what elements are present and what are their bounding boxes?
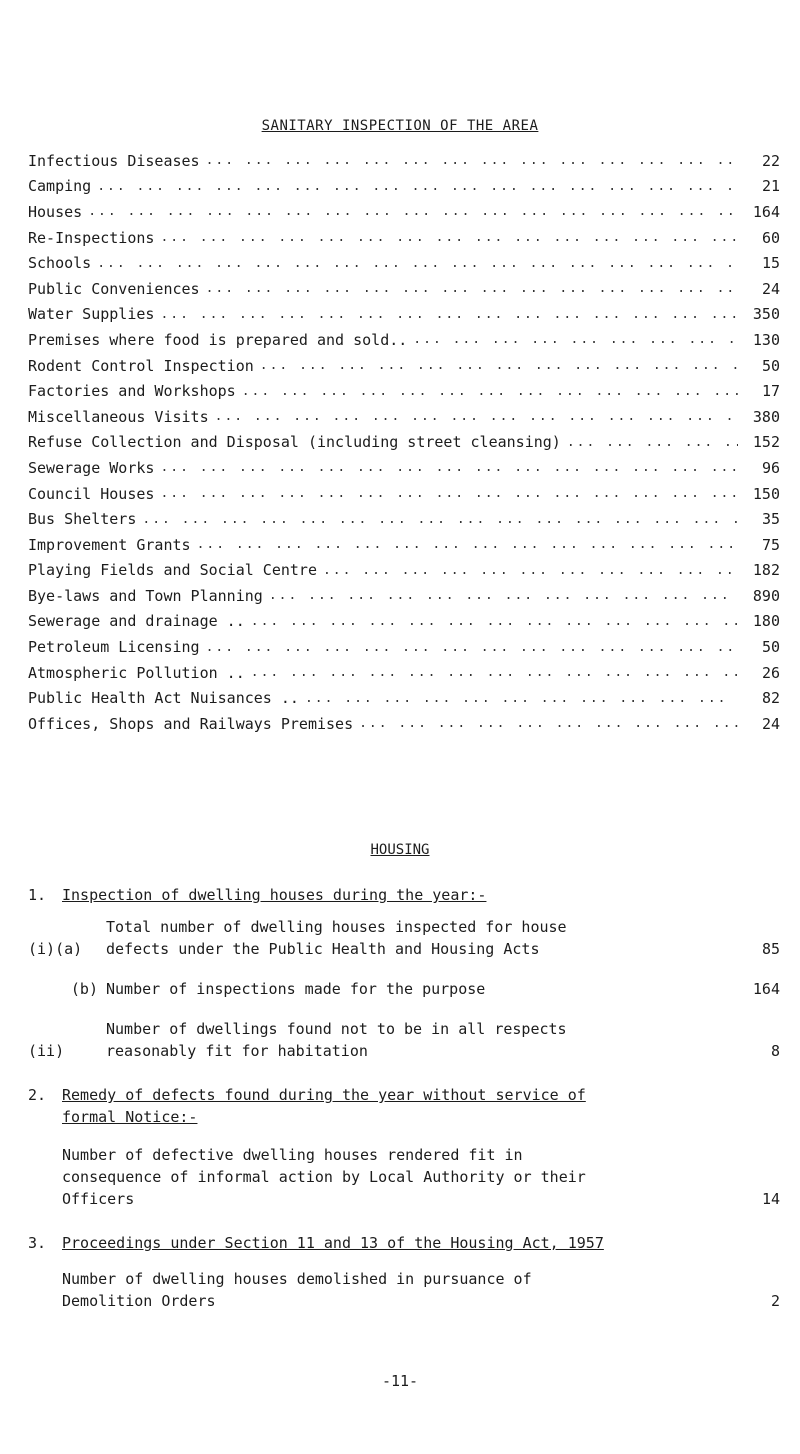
dot-leader [206, 281, 738, 296]
list-item [28, 174, 780, 200]
housing-section [28, 870, 780, 1312]
section-number: 3. [28, 1234, 47, 1252]
item-label: Petroleum Licensing [28, 638, 200, 657]
item-label: (ii) [28, 1042, 65, 1060]
dot-leader [206, 640, 738, 655]
item-value: 26 [761, 663, 780, 682]
item-label: Infectious Diseases [28, 151, 200, 170]
list-item [28, 404, 780, 430]
item-value: 890 [752, 586, 780, 605]
housing-item [28, 916, 780, 960]
dot-leader [206, 153, 738, 168]
item-label: (i)(a) [28, 940, 83, 958]
item-value: 75 [761, 535, 780, 554]
item-label: Bus Shelters [28, 510, 137, 529]
page-title: SANITARY INSPECTION OF THE AREA [261, 118, 539, 134]
list-item [28, 583, 780, 609]
dot-leader [567, 435, 738, 450]
housing-heading: HOUSING [370, 842, 430, 858]
dot-leader [97, 256, 738, 271]
list-item [28, 481, 780, 507]
item-value: 380 [752, 407, 780, 426]
dot-leader [160, 307, 738, 322]
item-value: 350 [752, 305, 780, 324]
item-label: Re-Inspections [28, 228, 155, 247]
item-label: (b) [70, 980, 98, 998]
housing-item [28, 1268, 780, 1312]
page-number: -11- [381, 1372, 419, 1390]
item-label: Offices, Shops and Railways Premises [28, 714, 354, 733]
item-value: 8 [770, 1042, 780, 1060]
item-value: 164 [752, 202, 780, 221]
item-value: 96 [761, 458, 780, 477]
section-number: 2. [28, 1086, 47, 1104]
list-item [28, 148, 780, 174]
item-value: 60 [761, 228, 780, 247]
list-item [28, 506, 780, 532]
dot-leader [305, 691, 738, 706]
dot-leader [260, 358, 738, 373]
dot-leader [215, 409, 738, 424]
item-label: Sewerage and drainage .. [28, 612, 245, 631]
list-item [28, 276, 780, 302]
dot-leader [242, 384, 738, 399]
item-label: Houses [28, 202, 83, 221]
item-label: Rodent Control Inspection [28, 356, 254, 375]
item-label: Sewerage Works [28, 458, 155, 477]
list-item [28, 532, 780, 558]
item-text: Number of inspections made for the purpose [106, 980, 486, 998]
item-label: Factories and Workshops [28, 382, 236, 401]
section-title: Inspection of dwelling houses during the year:- [62, 886, 487, 904]
dot-leader [323, 563, 738, 578]
item-value: 150 [752, 484, 780, 503]
list-item [28, 250, 780, 276]
item-text: Number of dwellings found not to be in all respects reasonably fit for habitation [106, 1020, 567, 1060]
item-label: Public Health Act Nuisances .. [28, 689, 299, 708]
item-label: Refuse Collection and Disposal (including street cleansing) [28, 433, 561, 452]
item-label: Miscellaneous Visits [28, 407, 209, 426]
list-item [28, 225, 780, 251]
item-text: Number of defective dwelling houses rendered fit in consequence of informal action by Local Authority or their Officers [62, 1146, 586, 1208]
item-label: Water Supplies [28, 305, 155, 324]
dot-leader [413, 332, 738, 347]
item-value: 22 [761, 151, 780, 170]
section-title: Remedy of defects found during the year without service of formal Notice:- [62, 1086, 586, 1126]
item-value: 130 [752, 330, 780, 349]
item-label: Improvement Grants [28, 535, 191, 554]
item-value: 182 [752, 561, 780, 580]
item-value: 35 [761, 510, 780, 529]
list-item [28, 199, 780, 225]
section-heading [28, 884, 780, 906]
item-value: 14 [761, 1190, 780, 1208]
item-value: 24 [761, 279, 780, 298]
dot-leader [160, 486, 738, 501]
dot-leader [97, 179, 738, 194]
section-heading [28, 1084, 780, 1128]
item-label: Public Conveniences [28, 279, 200, 298]
list-item [28, 353, 780, 379]
dot-leader [359, 716, 738, 731]
dot-leader [142, 512, 738, 527]
item-text: Number of dwelling houses demolished in pursuance of Demolition Orders [62, 1270, 532, 1310]
dot-leader [251, 614, 738, 629]
item-value: 15 [761, 254, 780, 273]
item-label: Camping [28, 177, 92, 196]
dot-leader [251, 665, 738, 680]
list-item [28, 660, 780, 686]
item-value: 24 [761, 714, 780, 733]
item-text: Total number of dwelling houses inspected for house defects under the Public Health and Housing Acts [106, 918, 567, 958]
section-heading [28, 1232, 780, 1254]
item-value: 50 [761, 638, 780, 657]
dot-leader [269, 588, 738, 603]
list-item [28, 558, 780, 584]
item-label: Bye-laws and Town Planning [28, 586, 263, 605]
item-value: 21 [761, 177, 780, 196]
list-item [28, 302, 780, 328]
list-item [28, 455, 780, 481]
housing-item [28, 1144, 780, 1210]
housing-item [28, 978, 780, 1000]
item-label: Atmospheric Pollution .. [28, 663, 245, 682]
list-item [28, 711, 780, 737]
dot-leader [160, 460, 738, 475]
item-label: Premises where food is prepared and sold.. [28, 330, 408, 349]
item-label: Council Houses [28, 484, 155, 503]
section-title: Proceedings under Section 11 and 13 of the Housing Act, 1957 [62, 1234, 604, 1252]
item-value: 164 [752, 980, 780, 998]
item-value: 17 [761, 382, 780, 401]
list-item [28, 685, 780, 711]
item-value: 85 [761, 940, 780, 958]
dot-leader [160, 230, 738, 245]
housing-item [28, 1018, 780, 1062]
item-label: Schools [28, 254, 92, 273]
inspection-list [28, 148, 780, 737]
item-label: Playing Fields and Social Centre [28, 561, 317, 580]
item-value: 50 [761, 356, 780, 375]
item-value: 152 [752, 433, 780, 452]
list-item [28, 327, 780, 353]
item-value: 2 [770, 1292, 780, 1310]
list-item [28, 634, 780, 660]
item-value: 180 [752, 612, 780, 631]
list-item [28, 378, 780, 404]
item-value: 82 [761, 689, 780, 708]
section-number: 1. [28, 886, 47, 904]
list-item [28, 430, 780, 456]
dot-leader [88, 204, 738, 219]
list-item [28, 609, 780, 635]
dot-leader [197, 537, 738, 552]
